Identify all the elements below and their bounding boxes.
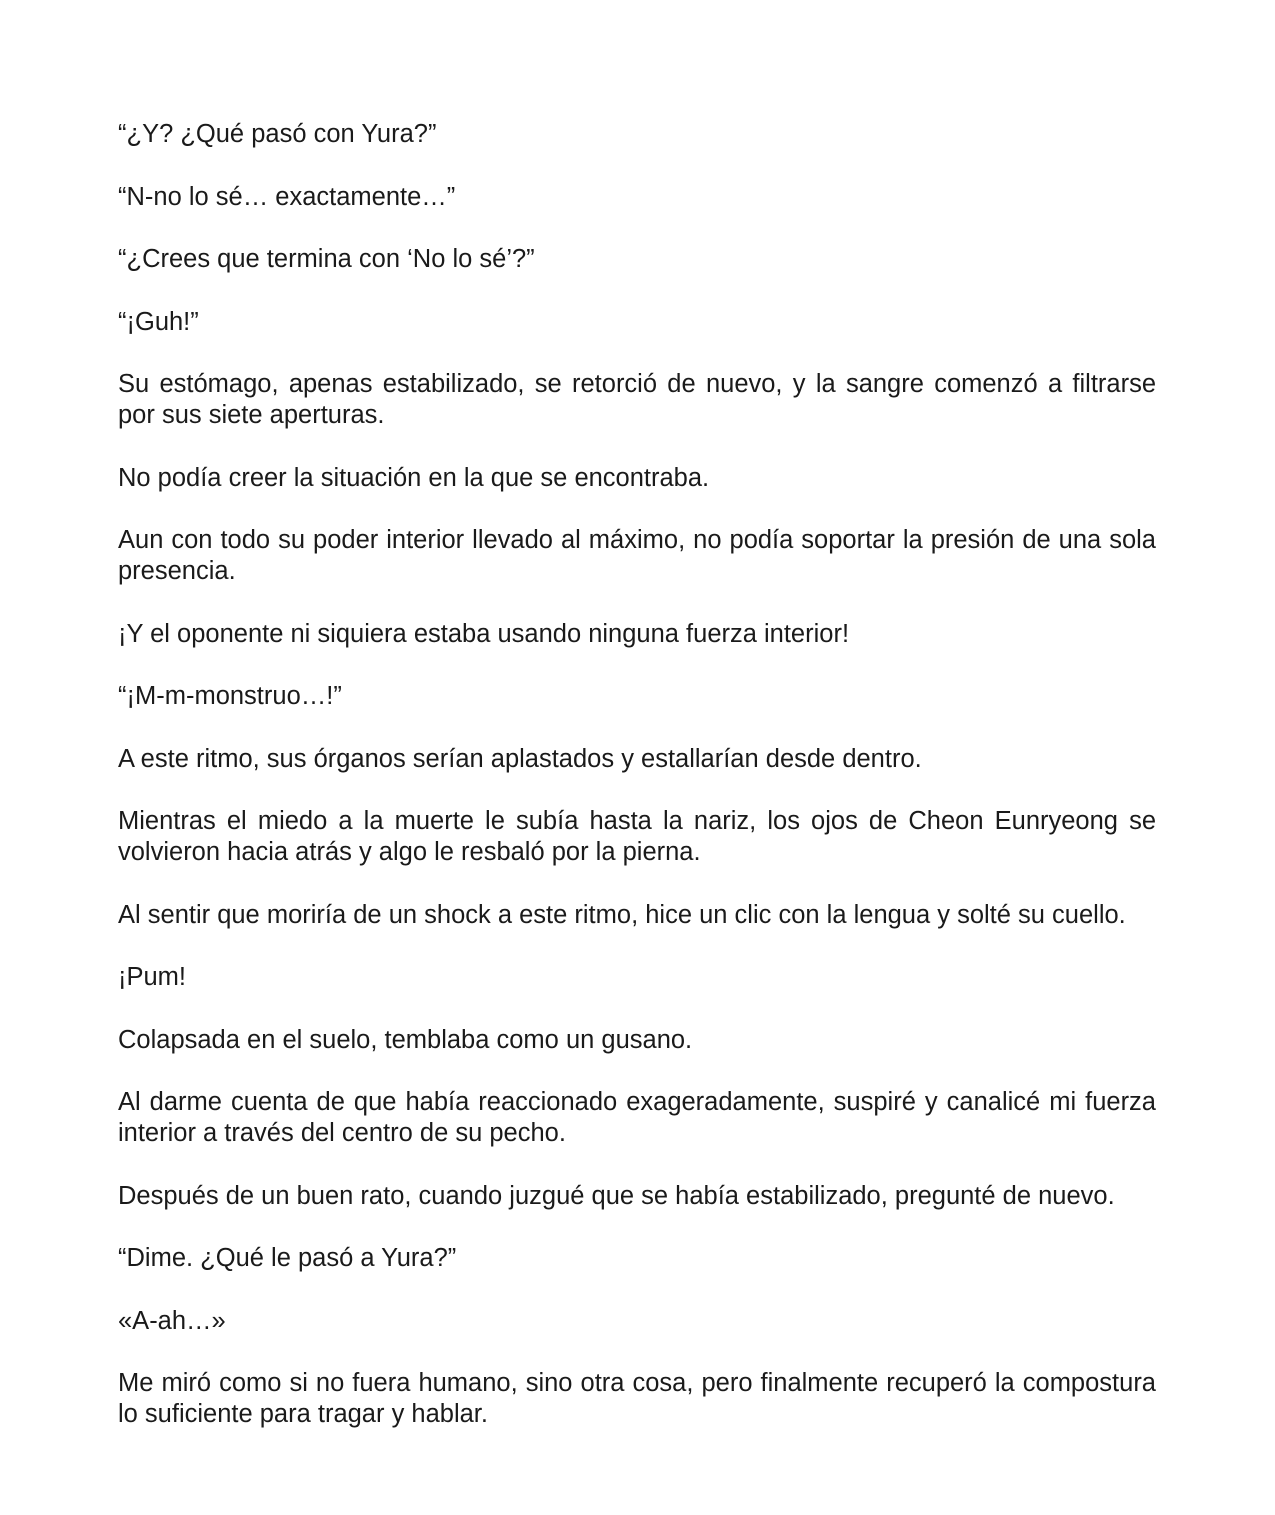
paragraph: Su estómago, apenas estabilizado, se retorció de nuevo, y la sangre comenzó a filtrarse por sus siete aperturas. [118, 370, 1156, 429]
paragraph: Aun con todo su poder interior llevado al máximo, no podía soportar la presión de una sola presencia. [118, 526, 1156, 585]
paragraph: No podía creer la situación en la que se encontraba. [118, 463, 710, 492]
paragraph: Colapsada en el suelo, temblaba como un gusano. [118, 1025, 693, 1054]
paragraph: “Dime. ¿Qué le pasó a Yura?” [118, 1244, 457, 1272]
paragraph: “N-no lo sé… exactamente…” [118, 182, 456, 211]
paragraph: “¡M-m-monstruo…!” [118, 682, 342, 710]
paragraph: “¡Guh!” [118, 307, 199, 336]
document-body [118, 119, 1156, 1430]
paragraph: Al darme cuenta de que había reaccionado exageradamente, suspiré y canalicé mi fuerza interior a través del centro de su pecho. [118, 1088, 1156, 1147]
paragraph: ¡Y el oponente ni siquiera estaba usando ninguna fuerza interior! [118, 619, 850, 648]
paragraph: Mientras el miedo a la muerte le subía hasta la nariz, los ojos de Cheon Eunryeong se volvieron hacia atrás y algo le resbaló por la pierna. [118, 807, 1156, 866]
paragraph: “¿Crees que termina con ‘No lo sé’?” [118, 245, 535, 273]
paragraph: ¡Pum! [118, 963, 187, 991]
paragraph: Después de un buen rato, cuando juzgué que se había estabilizado, pregunté de nuevo. [118, 1181, 1115, 1210]
paragraph: “¿Y? ¿Qué pasó con Yura?” [118, 120, 437, 148]
paragraph: Me miró como si no fuera humano, sino otra cosa, pero finalmente recuperó la compostura lo suficiente para tragar y hablar. [118, 1369, 1156, 1428]
paragraph: A este ritmo, sus órganos serían aplastados y estallarían desde dentro. [118, 744, 922, 773]
paragraph: «A-ah…» [118, 1306, 226, 1335]
paragraph: Al sentir que moriría de un shock a este ritmo, hice un clic con la lengua y solté su cuello. [118, 900, 1126, 929]
